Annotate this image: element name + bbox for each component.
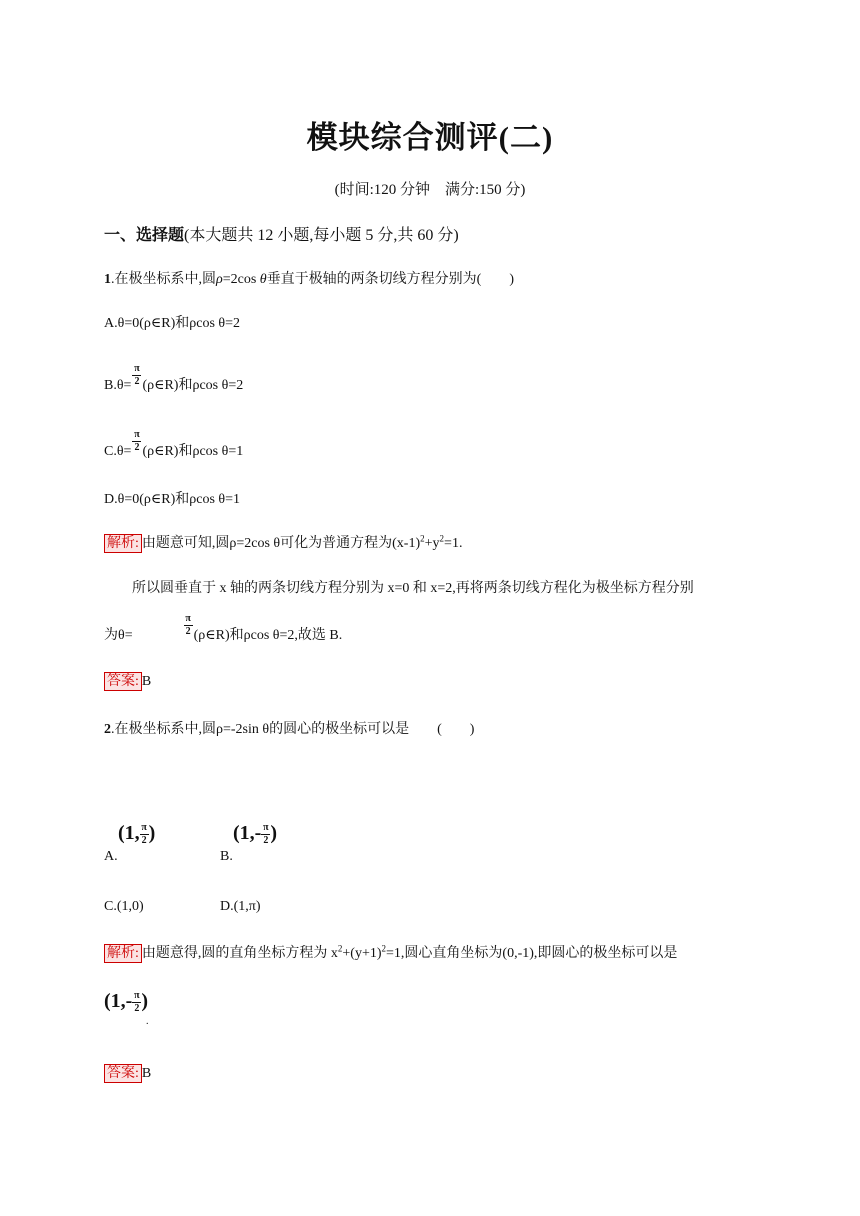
exponent: 2 — [420, 533, 425, 544]
q1-option-d-prefix: D. — [104, 492, 118, 507]
q1-analysis-line-2: 所以圆垂直于 x 轴的两条切线方程分别为 x=0 和 x=2,再将两条切线方程化为极坐标方程分别 — [132, 581, 694, 596]
q1-option-b — [104, 363, 244, 397]
pi-over-2-fraction: $\frac{\pi}{2}$ — [134, 363, 140, 388]
q1-stem-text-e: 垂直于极轴的两条切线方程分别为( ) — [266, 272, 515, 287]
q1-stem-text-a: .在极坐标系中,圆 — [111, 272, 216, 287]
q2-option-a: A. — [104, 849, 118, 864]
pi-over-2-fraction: $\frac{\pi}{2}$ — [185, 613, 191, 638]
answer-tag: 答案: — [104, 672, 142, 691]
q1-option-a — [104, 312, 240, 332]
section-heading — [104, 222, 459, 245]
q2-analysis-expr: (1,- $\frac{\pi}{2}$ ) — [104, 989, 148, 1014]
q1-analysis-text: 由题意可知,圆ρ=2cos θ可化为普通方程为(x-1) — [141, 536, 421, 551]
q2-option-b-expr: (1,- $\frac{\pi}{2}$ ) — [233, 821, 277, 846]
q2-stem-text: .在极坐标系中,圆ρ=-2sin θ的圆心的极坐标可以是 ( ) — [111, 722, 475, 737]
answer-tag: 答案: — [104, 1064, 142, 1083]
q1-stem-text-c: =2cos — [222, 272, 260, 287]
q2-analysis-text: 由题意得,圆的直角坐标方程为 x — [141, 946, 338, 961]
q1-analysis-3-text: (ρ∈R)和ρcos θ=2,故选 B. — [193, 628, 343, 643]
q1-analysis-3-prefix: 为θ= — [104, 628, 133, 643]
q2-analysis-end: =1,圆心直角坐标为(0,-1),即圆心的极坐标可以是 — [386, 946, 678, 961]
q1-option-c-text: (ρ∈R)和ρcos θ=1 — [142, 444, 244, 459]
q1-option-a-text: θ=0(ρ∈R)和ρcos θ=2 — [117, 316, 240, 331]
q1-stem-theta: θ — [259, 272, 267, 287]
q1-option-c-prefix: C.θ= — [104, 444, 132, 459]
exponent: 2 — [381, 943, 387, 954]
q1-stem — [104, 268, 514, 288]
q2-option-d: D.(1,π) — [220, 899, 261, 914]
q2-option-c: C.(1,0) — [104, 899, 144, 914]
q1-option-c — [104, 429, 244, 463]
q1-analysis-end: =1. — [444, 536, 463, 551]
q1-option-d — [104, 488, 240, 508]
q1-option-d-text: θ=0(ρ∈R)和ρcos θ=1 — [117, 492, 240, 507]
section-label: 一、选择题 — [104, 225, 185, 244]
q1-analysis-mid: +y — [424, 536, 440, 551]
exponent: 2 — [439, 533, 445, 544]
q2-answer-value: B — [141, 1066, 152, 1081]
pi-over-2-fraction: $\frac{\pi}{2}$ — [134, 429, 140, 454]
exam-info: (时间:120 分钟 满分:150 分) — [334, 182, 526, 198]
q1-analysis — [104, 532, 462, 553]
q1-option-a-prefix: A. — [104, 316, 118, 331]
exponent: 2 — [337, 943, 343, 954]
q1-answer-value: B — [141, 674, 152, 689]
q2-stem — [104, 718, 474, 738]
q2-analysis-mid: +(y+1) — [342, 946, 382, 961]
q2-answer — [104, 1064, 151, 1083]
analysis-tag: 解析: — [104, 534, 142, 553]
q2-analysis-period: . — [146, 1016, 149, 1027]
q1-number: 1 — [104, 272, 111, 287]
q2-analysis — [104, 942, 677, 963]
page-title: 模块综合测评(二) — [306, 120, 554, 155]
q1-stem-rho: ρ — [216, 272, 223, 287]
q1-option-b-text: (ρ∈R)和ρcos θ=2 — [142, 378, 244, 393]
q2-option-a-expr: (1, $\frac{\pi}{2}$ ) — [118, 821, 156, 846]
analysis-tag: 解析: — [104, 944, 142, 963]
q1-analysis-line-3 — [104, 613, 343, 647]
q2-number: 2 — [104, 722, 111, 737]
q1-answer — [104, 672, 151, 691]
q2-option-b: B. — [220, 849, 233, 864]
q1-option-b-prefix: B.θ= — [104, 378, 132, 393]
section-note: (本大题共 12 小题,每小题 5 分,共 60 分) — [184, 227, 459, 244]
